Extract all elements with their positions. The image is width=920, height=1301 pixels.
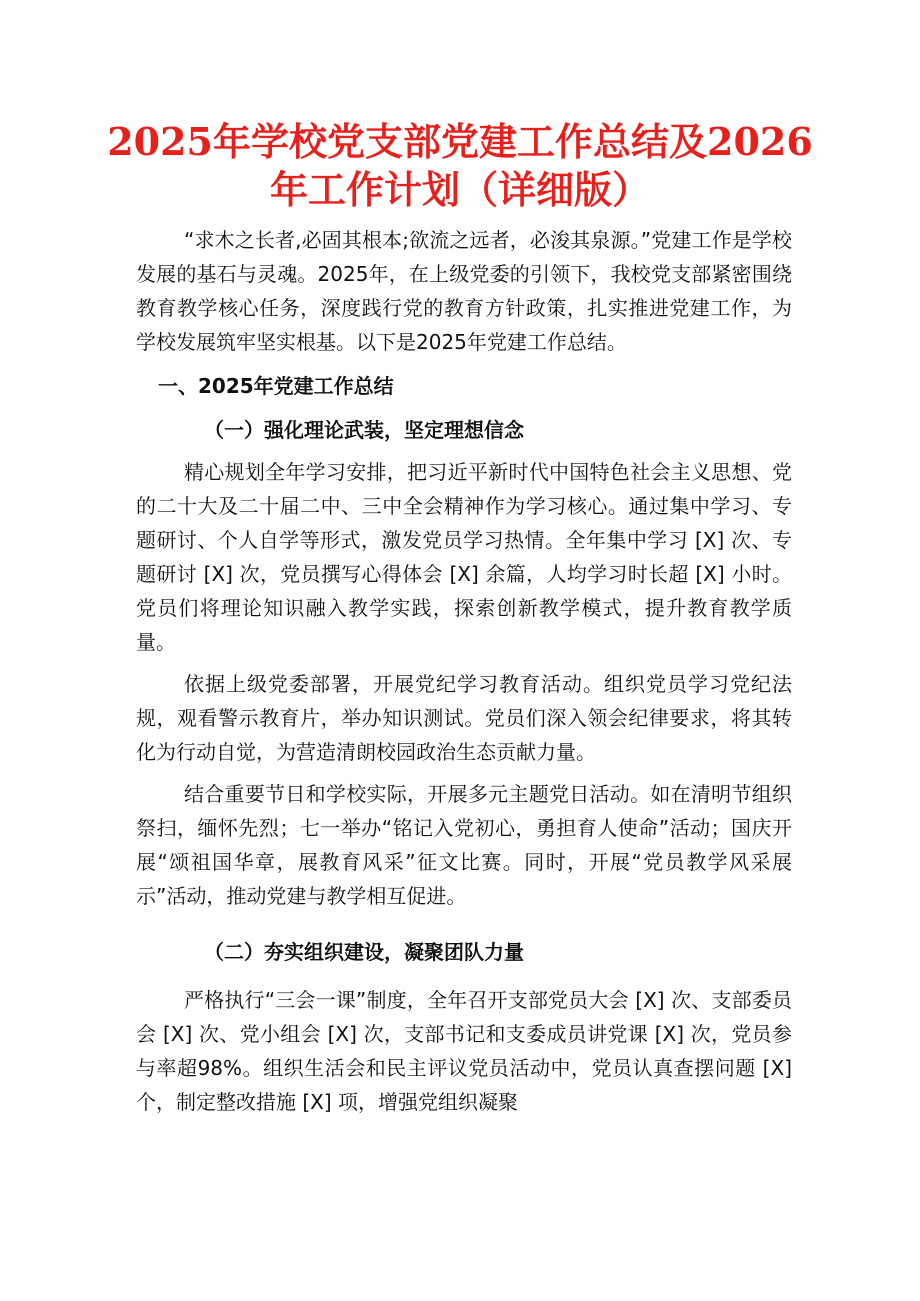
section-heading-1: 一、2025年党建工作总结: [158, 374, 394, 398]
subsection-heading-1: （一）强化理论武装，坚定理想信念: [204, 418, 524, 442]
subsection-heading-2: （二）夯实组织建设，凝聚团队力量: [204, 940, 524, 964]
paragraph-study-plan: 精心规划全年学习安排，把习近平新时代中国特色社会主义思想、党的二十大及二十届二中、三中全会精神作为学习核心。通过集中学习、专题研讨、个人自学等形式，激发党员学习热情。全年集中学习 [X] 次、专题研讨 [X] 次，党员撰写心得体会 [X] 余篇，人均学习时长超 [X] 小时。党员们将理论知识融入教学实践，探索创新教学模式，提升教育教学质量。: [136, 460, 792, 654]
paragraph-organization-building: 严格执行“三会一课”制度，全年召开支部党员大会 [X] 次、支部委员会 [X] 次、党小组会 [X] 次，支部书记和支委成员讲党课 [X] 次，党员参与率超98%。组织生活会和民主评议党员活动中，党员认真查摆问题 [X] 个，制定整改措施 [X] 项，增强党组织凝聚: [136, 988, 792, 1114]
document-body: [136, 223, 792, 1119]
paragraph-theme-activities: 结合重要节日和学校实际，开展多元主题党日活动。如在清明节组织祭扫，缅怀先烈；七一举办“铭记入党初心，勇担育人使命”活动；国庆开展“颂祖国华章，展教育风采”征文比赛。同时，开展“党员教学风采展示”活动，推动党建与教学相互促进。: [136, 782, 792, 908]
document-title-line-2: 年工作计划（详细版）: [269, 167, 650, 212]
intro-paragraph: “求木之长者,必固其根本;欲流之远者，必浚其泉源。”党建工作是学校发展的基石与灵魂。2025年，在上级党委的引领下，我校党支部紧密围绕教育教学核心任务，深度践行党的教育方针政策，扎实推进党建工作，为学校发展筑牢坚实根基。以下是2025年党建工作总结。: [136, 228, 792, 354]
document-title-line-1: 2025年学校党支部党建工作总结及2026: [107, 119, 813, 164]
paragraph-discipline-education: 依据上级党委部署，开展党纪学习教育活动。组织党员学习党纪法规，观看警示教育片，举办知识测试。党员们深入领会纪律要求，将其转化为行动自觉，为营造清朗校园政治生态贡献力量。: [136, 672, 792, 764]
